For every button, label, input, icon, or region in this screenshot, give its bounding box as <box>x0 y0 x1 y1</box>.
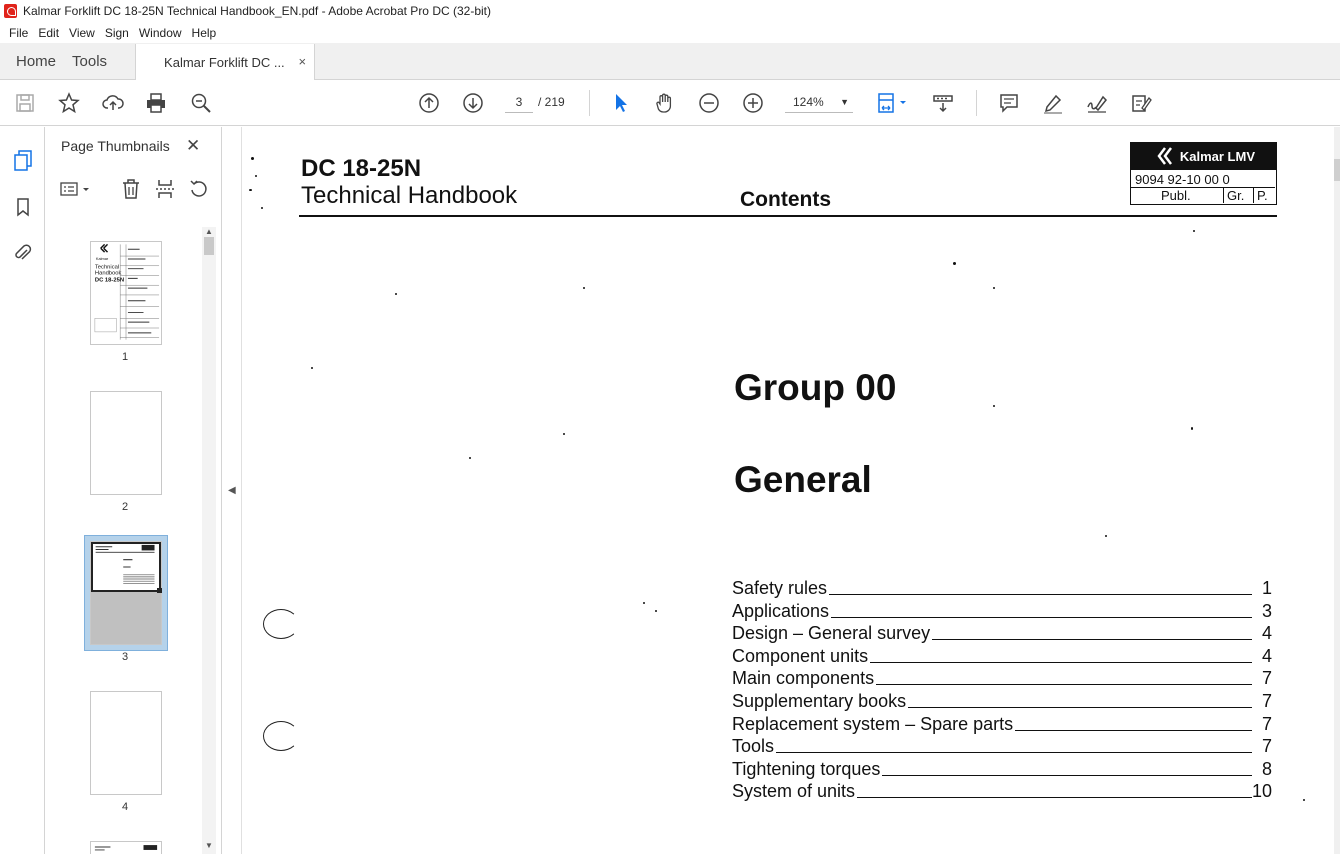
menu-window[interactable]: Window <box>138 25 182 40</box>
thumbnail-scrollbar[interactable] <box>202 227 216 854</box>
toc-item-page: 1 <box>1261 578 1272 598</box>
acrobat-app-icon <box>4 4 17 18</box>
toc-leader <box>908 707 1252 708</box>
tab-document-label: Kalmar Forklift DC ... <box>164 54 285 70</box>
toc-item-page: 3 <box>1261 601 1272 621</box>
thumbnail-page-4-label: 4 <box>121 801 129 813</box>
page-thumbnails-panel <box>45 127 222 854</box>
toc-row <box>732 735 1272 757</box>
toc-row <box>732 667 1272 689</box>
toc-item-page: 10 <box>1252 781 1273 801</box>
toc-item-label: Applications <box>732 601 830 621</box>
previous-page-icon[interactable] <box>417 91 441 115</box>
tab-close-icon[interactable]: × <box>298 54 307 69</box>
scan-speck <box>583 287 585 289</box>
toc-leader <box>776 752 1252 753</box>
hand-tool-icon[interactable] <box>653 91 677 115</box>
comment-icon[interactable] <box>997 91 1021 115</box>
toc-leader <box>882 775 1252 776</box>
scan-speck <box>655 610 657 612</box>
insert-page-icon[interactable] <box>153 177 177 201</box>
upload-cloud-icon[interactable] <box>101 91 125 115</box>
attachments-icon[interactable] <box>11 241 35 265</box>
zoom-search-icon[interactable] <box>189 91 213 115</box>
collapse-panel-icon[interactable]: ◀ <box>228 485 236 496</box>
total-pages-label: / 219 <box>538 95 565 109</box>
options-menu-icon[interactable] <box>59 177 93 201</box>
scan-speck <box>261 207 263 209</box>
svg-text:DC 18-25N: DC 18-25N <box>94 277 125 284</box>
toc-row <box>732 713 1272 735</box>
group-title: Group 00 <box>734 367 897 408</box>
toc-row <box>732 622 1272 644</box>
toc-item-label: Tightening torques <box>732 759 881 779</box>
toc-item-label: Safety rules <box>732 578 828 598</box>
menu-edit[interactable]: Edit <box>38 25 60 40</box>
publ-label: Publ. <box>1161 188 1191 203</box>
thumbnail-page-4[interactable] <box>90 691 162 795</box>
divider <box>1253 187 1254 203</box>
title-bar <box>0 0 1340 22</box>
thumbnail-page-3[interactable] <box>90 541 162 645</box>
panel-splitter[interactable] <box>222 127 242 854</box>
toc-item-page: 7 <box>1261 668 1272 688</box>
toc-item-label: Main components <box>732 668 875 688</box>
publisher-block <box>1130 142 1277 206</box>
thumbnail-page-2[interactable] <box>90 391 162 495</box>
fill-sign-icon[interactable] <box>1129 91 1153 115</box>
scan-speck <box>395 293 397 295</box>
scan-speck <box>1303 799 1305 801</box>
toc-item-page: 7 <box>1261 736 1272 756</box>
toc-item-page: 4 <box>1261 646 1272 666</box>
scan-speck <box>643 602 645 604</box>
menu-bar <box>0 22 1340 43</box>
document-model-heading: DC 18-25N <box>301 155 422 182</box>
toc-item-page: 7 <box>1261 714 1272 734</box>
scan-speck <box>993 287 995 289</box>
bookmark-star-icon[interactable] <box>57 91 81 115</box>
document-scrollbar-thumb[interactable] <box>1334 159 1340 181</box>
print-icon[interactable] <box>144 91 168 115</box>
toc-leader <box>831 617 1252 618</box>
svg-text:Kalmar: Kalmar <box>95 255 109 261</box>
toc-row <box>732 690 1272 712</box>
toolbar-divider <box>589 90 590 116</box>
zoom-in-icon[interactable] <box>741 91 765 115</box>
menu-view[interactable]: View <box>69 25 95 40</box>
scan-speck <box>953 262 956 265</box>
toc-item-page: 4 <box>1261 623 1272 643</box>
save-icon[interactable] <box>13 91 37 115</box>
menu-sign[interactable]: Sign <box>104 25 129 40</box>
publication-code-box <box>1130 170 1277 205</box>
document-viewer[interactable] <box>243 127 1334 854</box>
thumbnail-page-3-label: 3 <box>121 651 129 663</box>
thumbnail-page-5[interactable] <box>90 841 162 854</box>
chevron-down-icon: ▼ <box>840 97 849 107</box>
toc-item-page: 7 <box>1261 691 1272 711</box>
toc-leader <box>857 797 1252 798</box>
scan-speck <box>255 175 257 177</box>
toc-leader <box>829 594 1252 595</box>
tab-tools[interactable]: Tools <box>72 52 108 70</box>
toc-item-label: Replacement system – Spare parts <box>732 714 1014 734</box>
brand-banner <box>1130 142 1277 170</box>
menu-help[interactable]: Help <box>191 25 217 40</box>
navigation-rail <box>0 127 45 854</box>
toc-row <box>732 600 1272 622</box>
scan-speck <box>993 405 995 407</box>
toc-row <box>732 645 1272 667</box>
publication-code: 9094 92-10 00 0 <box>1135 172 1230 187</box>
zoom-level-value: 124% <box>793 95 824 109</box>
thumbnail-viewport-box[interactable] <box>91 542 161 592</box>
scan-speck <box>563 433 565 435</box>
scan-speck <box>251 157 254 160</box>
toc-leader <box>932 639 1252 640</box>
scroll-up-icon[interactable]: ▲ <box>205 227 213 236</box>
toc-leader <box>1015 730 1252 731</box>
rotate-page-icon[interactable] <box>187 177 211 201</box>
toc-row <box>732 780 1272 802</box>
scan-speck <box>469 457 471 459</box>
document-scrollbar[interactable] <box>1334 127 1340 854</box>
svg-text:Handbook: Handbook <box>94 270 122 277</box>
toc-item-page: 8 <box>1261 759 1272 779</box>
binder-hole-mark <box>263 609 299 639</box>
panel-title: Page Thumbnails <box>61 138 170 154</box>
scan-speck <box>311 367 313 369</box>
scrolling-mode-icon[interactable] <box>931 91 955 115</box>
thumbnail-page-2-label: 2 <box>121 501 129 513</box>
zoom-level-select[interactable] <box>785 91 853 113</box>
tab-bar <box>0 43 1340 80</box>
sign-icon[interactable] <box>1085 91 1109 115</box>
fit-page-icon[interactable] <box>876 91 910 115</box>
divider <box>1223 187 1224 203</box>
toc-row <box>732 577 1272 599</box>
toc-item-label: System of units <box>732 781 856 801</box>
select-cursor-icon[interactable] <box>609 91 633 115</box>
highlight-pen-icon[interactable] <box>1041 91 1065 115</box>
menu-file[interactable]: File <box>9 25 29 40</box>
thumbnail-resize-handle[interactable] <box>157 588 162 593</box>
thumbnail-list[interactable] <box>45 227 202 854</box>
scroll-down-icon[interactable]: ▼ <box>205 841 213 850</box>
zoom-out-icon[interactable] <box>697 91 721 115</box>
group-subject: General <box>734 459 872 500</box>
toc-leader <box>870 662 1252 663</box>
page-thumbnails-icon[interactable] <box>11 148 35 172</box>
thumbnail-toolbar <box>57 177 217 201</box>
page-label: P. <box>1257 188 1268 203</box>
toc-item-label: Component units <box>732 646 869 666</box>
window-title: Kalmar Forklift DC 18-25N Technical Handbook_EN.pdf - Adobe Acrobat Pro DC (32-bit) <box>23 4 491 18</box>
tab-home[interactable]: Home <box>16 52 57 70</box>
brand-name: Kalmar LMV <box>1179 148 1255 164</box>
toc-item-label: Supplementary books <box>732 691 907 711</box>
bookmarks-icon[interactable] <box>11 195 35 219</box>
main-toolbar <box>0 80 1340 126</box>
document-section-heading: Contents <box>740 188 831 211</box>
kalmar-logo-icon <box>1156 146 1176 166</box>
header-rule <box>299 215 1277 217</box>
thumbnail-page-1[interactable] <box>90 241 162 345</box>
scan-speck <box>1105 535 1107 537</box>
next-page-icon[interactable] <box>461 91 485 115</box>
toc-leader <box>876 684 1252 685</box>
scan-speck <box>249 189 252 191</box>
document-subtitle: Technical Handbook <box>301 182 518 209</box>
close-icon[interactable]: ✕ <box>186 136 201 155</box>
svg-text:Technical: Technical <box>94 264 120 271</box>
toc-item-label: Tools <box>732 736 775 756</box>
thumbnail-page-1-label: 1 <box>121 351 129 363</box>
scrollbar-thumb[interactable] <box>204 237 214 255</box>
toc-item-label: Design – General survey <box>732 623 931 643</box>
scan-speck <box>1193 230 1195 232</box>
current-page-input[interactable]: 3 <box>505 91 533 113</box>
scan-speck <box>1191 427 1193 430</box>
tab-document[interactable] <box>135 44 315 80</box>
group-label: Gr. <box>1227 188 1245 203</box>
delete-page-icon[interactable] <box>119 177 143 201</box>
toolbar-divider <box>976 90 977 116</box>
toc-row <box>732 758 1272 780</box>
binder-hole-mark <box>263 721 299 751</box>
